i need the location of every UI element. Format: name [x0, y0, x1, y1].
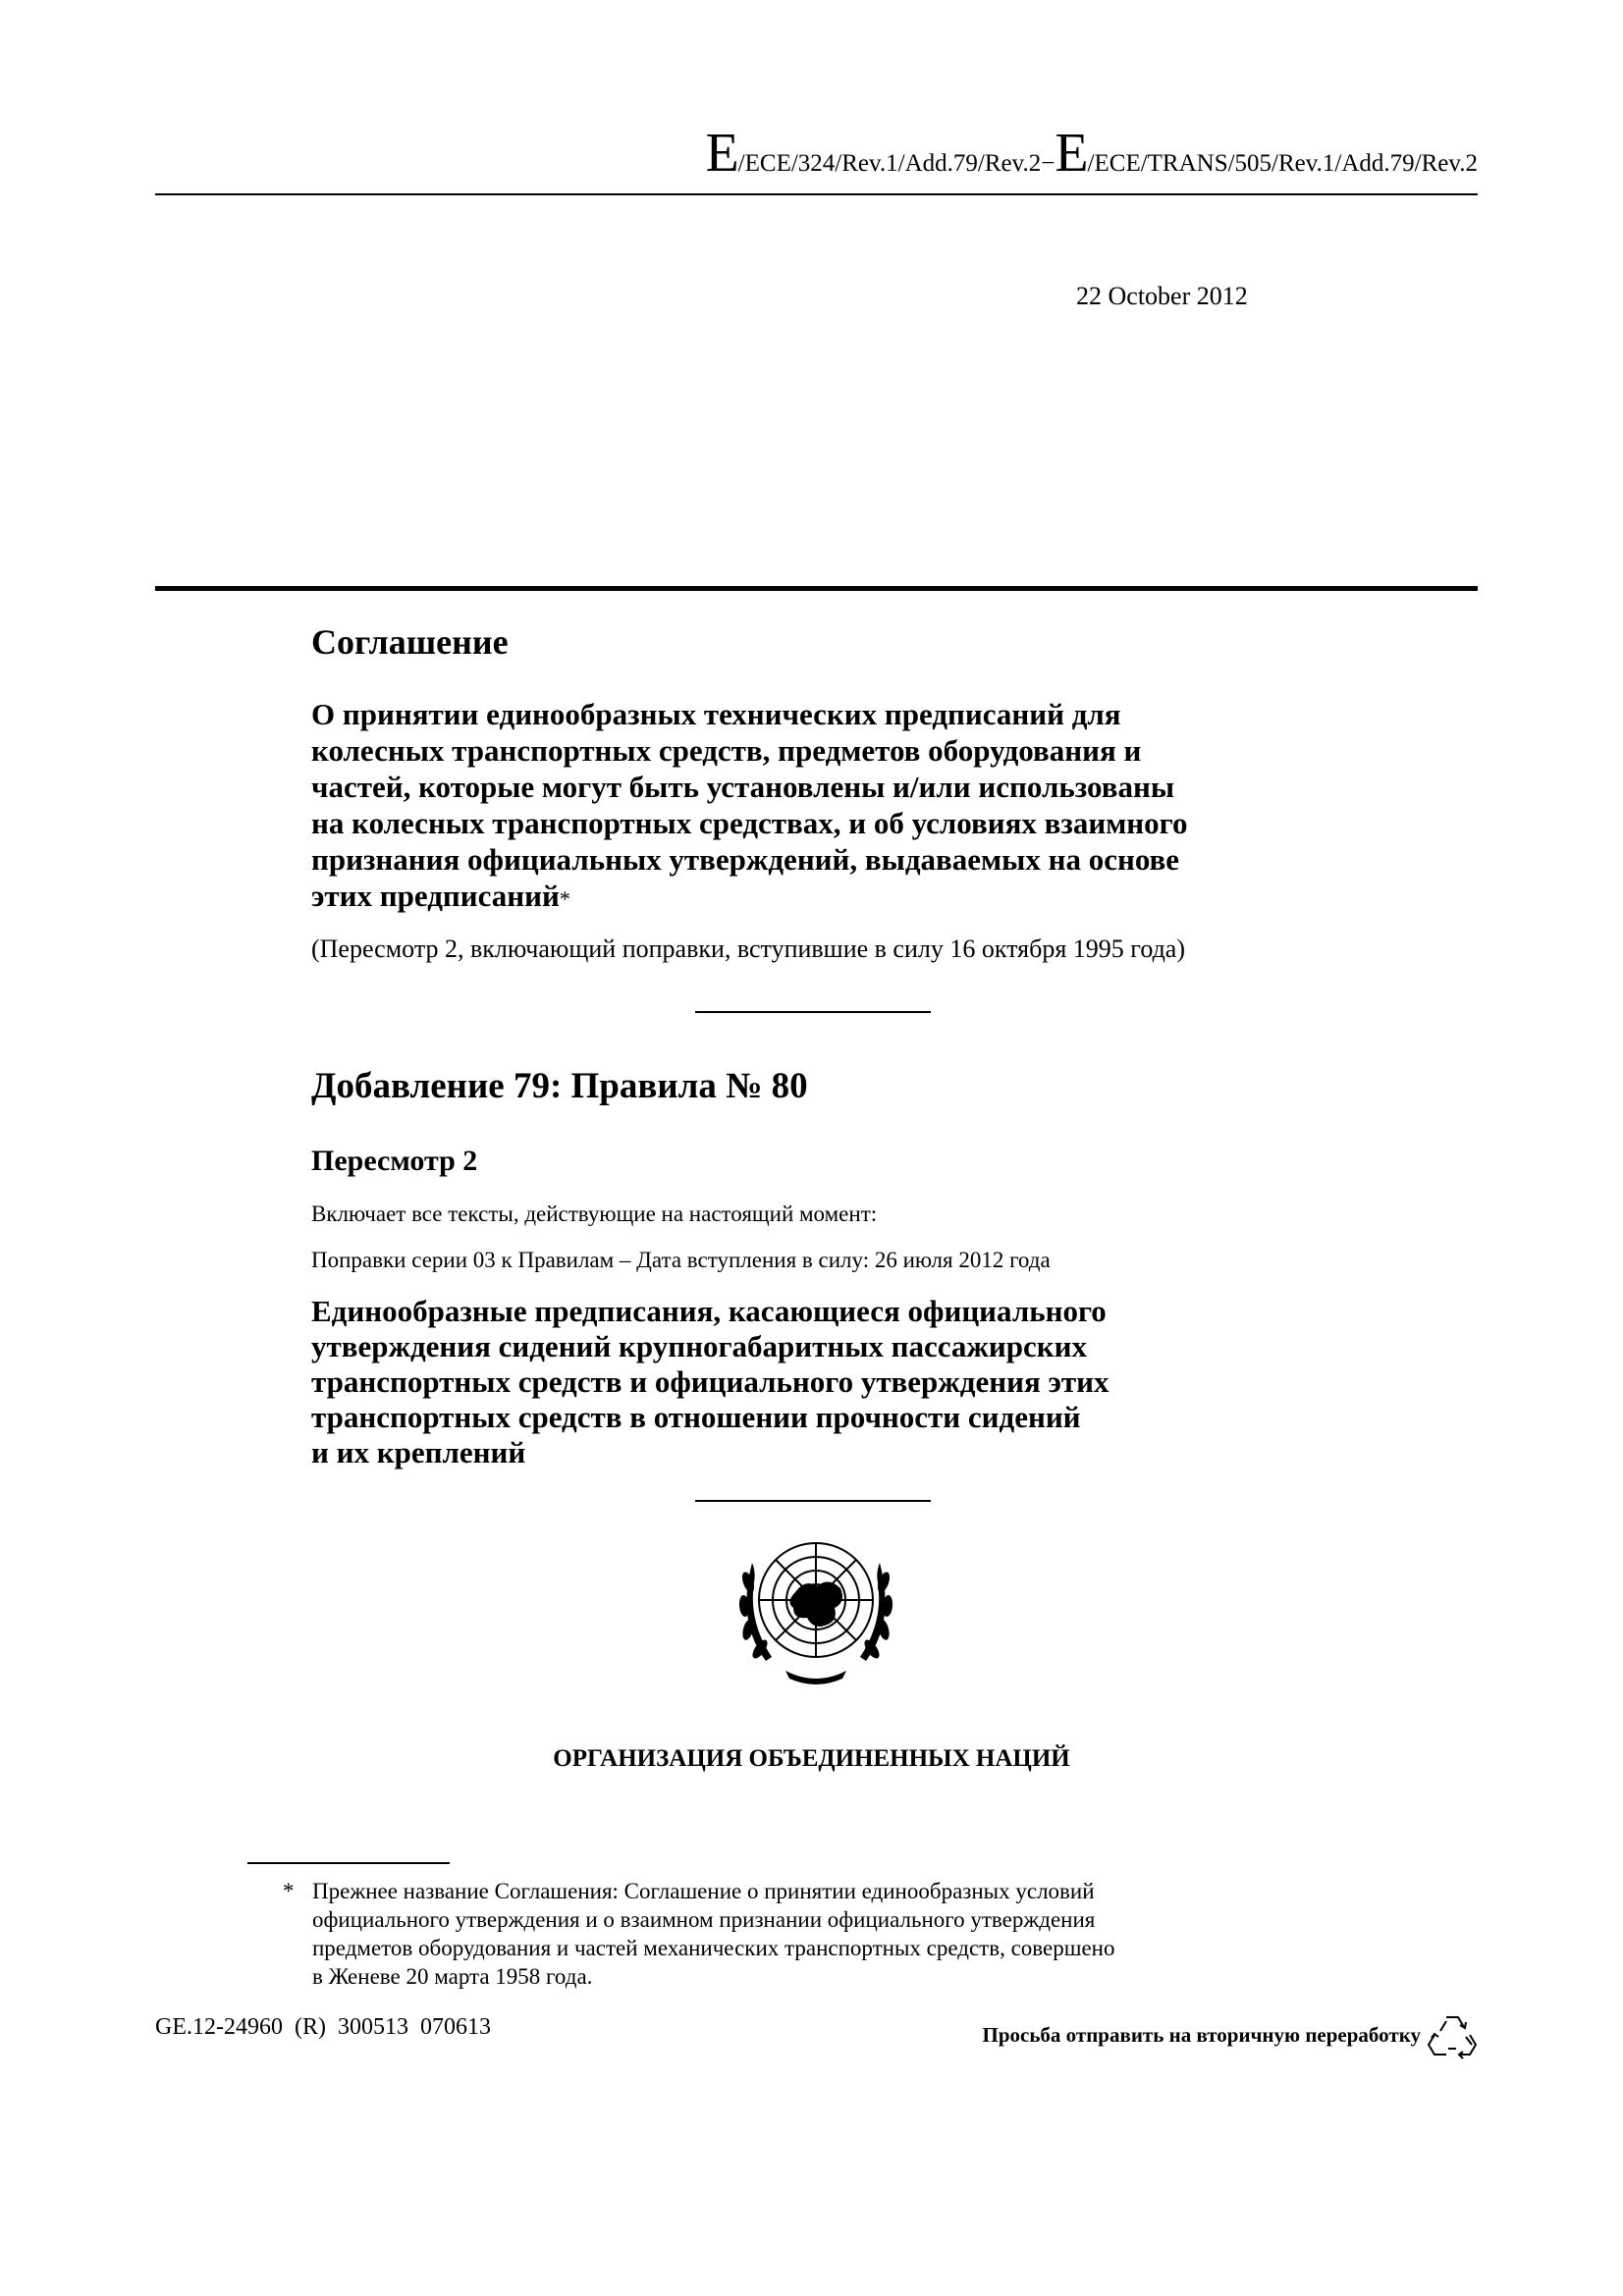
footnote-mark: *: [283, 1879, 295, 1903]
recycle-icon: [1427, 2009, 1478, 2060]
agreement-heading: Соглашение: [311, 622, 509, 662]
section-divider: [695, 1500, 931, 1502]
footnote-line: официального утверждения и о взаимном признании официального утверждения: [312, 1907, 1096, 1932]
agreement-title-line-last: [311, 878, 1391, 917]
regulation-title-line: транспортных средств в отношении прочности сидений: [311, 1400, 1081, 1434]
recycle-text: Просьба отправить на вторичную переработку: [982, 2022, 1421, 2047]
job-number: GE.12-24960 (R) 300513 070613: [155, 2014, 491, 2040]
regulation-title-line: Единообразные предписания, касающиеся официального: [311, 1294, 1107, 1328]
agreement-title-line: колесных транспортных средств, предметов оборудования и: [311, 733, 1142, 768]
includes-text: Включает все тексты, действующие на настоящий момент:: [311, 1201, 878, 1226]
footnote-line: предметов оборудования и частей механических транспортных средств, совершено: [312, 1936, 1115, 1960]
footnote-divider: [247, 1862, 450, 1864]
document-date: 22 October 2012: [1076, 282, 1248, 310]
agreement-title-line: на колесных транспортных средствах, и об условиях взаимного: [311, 806, 1188, 840]
addendum-heading: Добавление 79: Правила № 80: [311, 1066, 808, 1106]
regulation-title-line: утверждения сидений крупногабаритных пассажирских: [311, 1329, 1087, 1363]
header-divider: [155, 193, 1478, 195]
revision-heading: Пересмотр 2: [311, 1145, 478, 1177]
document-symbol: [705, 123, 1478, 184]
un-emblem-icon: [727, 1523, 905, 1692]
regulation-title-line: и их креплений: [311, 1435, 526, 1469]
symbol-text-2: /ECE/TRANS/505/Rev.1/Add.79/Rev.2: [1087, 150, 1478, 177]
agreement-title-line: признания официальных утверждений, выдаваемых на основе: [311, 842, 1180, 877]
symbol-letter-1: E: [705, 123, 738, 184]
agreement-title-line: этих предписаний: [311, 879, 560, 913]
organization-name: ОРГАНИЗАЦИЯ ОБЪЕДИНЕННЫХ НАЦИЙ: [553, 1745, 1070, 1772]
amendments-text: Поправки серии 03 к Правилам – Дата вступления в силу: 26 июля 2012 года: [311, 1248, 1051, 1272]
symbol-letter-2: E: [1055, 123, 1088, 184]
footnote: [283, 1877, 1314, 1991]
footnote-line: в Женеве 20 марта 1958 года.: [312, 1964, 593, 1989]
footnote-reference: *: [559, 886, 570, 911]
symbol-text-1: /ECE/324/Rev.1/Add.79/Rev.2−: [737, 150, 1055, 177]
recycle-note: [982, 2009, 1478, 2060]
agreement-title: [311, 696, 1391, 917]
regulation-title-line: транспортных средств и официального утверждения этих: [311, 1364, 1109, 1399]
agreement-revision-note: (Пересмотр 2, включающий поправки, вступившие в силу 16 октября 1995 года): [311, 934, 1186, 963]
regulation-title: [311, 1294, 1293, 1470]
agreement-title-line: частей, которые могут быть установлены и/или использованы: [311, 770, 1175, 804]
section-divider: [695, 1011, 931, 1013]
agreement-title-line: О принятии единообразных технических предписаний для: [311, 697, 1121, 731]
thick-divider: [155, 586, 1478, 591]
footnote-line: Прежнее название Соглашения: Соглашение о принятии единообразных условий: [312, 1879, 1095, 1903]
